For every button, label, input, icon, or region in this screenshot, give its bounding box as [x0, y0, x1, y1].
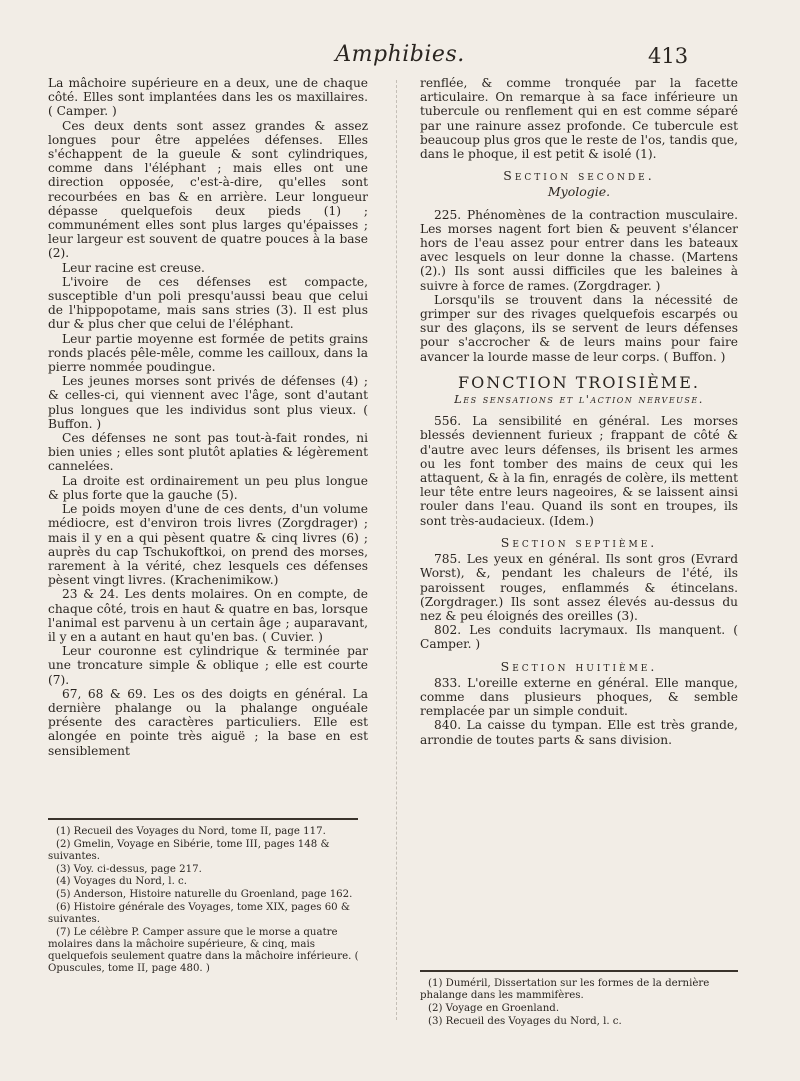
footnote-rule-left	[48, 818, 358, 820]
left-paragraph: 67, 68 & 69. Les os des doigts en général. La dernière phalange ou la phalange onguéale présente des caractères particuliers. Elle est alongée en pointe très aiguë ; la base en est sensiblement	[48, 686, 368, 758]
left-paragraph: La droite est ordinairement un peu plus longue & plus forte que la gauche (5).	[48, 473, 368, 502]
left-paragraph: Leur couronne est cylindrique & terminée par une troncature simple & oblique ; elle est courte (7).	[48, 644, 368, 687]
footnotes-left	[48, 826, 366, 976]
column-gutter	[396, 80, 398, 1020]
footnotes-right	[420, 978, 738, 1028]
left-paragraph: Ces défenses ne sont pas tout-à-fait rondes, ni bien unies ; elles sont plutôt aplaties & légèrement cannelées.	[48, 431, 368, 474]
running-title: Amphibies.	[335, 42, 465, 67]
left-paragraph: La mâchoire supérieure en a deux, une de chaque côté. Elles sont implantées dans les os maxillaires. ( Camper. )	[48, 76, 368, 119]
footnote: (7) Le célèbre P. Camper assure que le morse a quatre molaires dans la mâchoire supérieure, & cinq, mais quelquefois seulement quatre dans la mâchoire inférieure. ( Opuscules, tome II, page 480. )	[48, 926, 359, 975]
left-paragraph: L'ivoire de ces défenses est compacte, susceptible d'un poli presqu'aussi beau que celui de l'hippopotame, mais sans stries (3). Il est plus dur & plus cher que celui de l'éléphant.	[48, 274, 368, 332]
section-heading: Section seconde.	[503, 168, 655, 184]
right-paragraph: 802. Les conduits lacrymaux. Ils manquent. ( Camper. )	[420, 623, 738, 652]
footnote: (2) Gmelin, Voyage en Sibérie, tome III, pages 148 & suivantes.	[48, 838, 330, 862]
right-paragraph: 833. L'oreille externe en général. Elle manque, comme dans plusieurs phoques, & semble remplacée par un simple conduit.	[420, 675, 738, 719]
section-heading: Section huitième.	[500, 658, 658, 674]
right-paragraph: Lorsqu'ils se trouvent dans la nécessité de grimper sur des rivages quelquefois escarpés ou sur des glaçons, ils se servent de leurs défenses pour s'accrocher & de leurs mains pour faire avancer la lourde masse de leur corps. ( Buffon. )	[420, 292, 738, 364]
left-paragraph: Ces deux dents sont assez grandes & assez longues pour être appelées défenses. Elles s'échappent de la gueule & sont cylindriques, comme dans l'éléphant ; mais elles ont une direction opposée, c'est-à-dire, qu'elles sont recourbées en bas & en arrière. Leur longueur dépasse quelquefois deux pieds (1) ; communément elles sont plus larges qu'épaisses ; leur largeur est souvent de quatre pouces à la base (2).	[48, 118, 368, 261]
section-heading: Section septième.	[500, 534, 658, 550]
left-paragraph: Leur partie moyenne est formée de petits grains ronds placés pêle-mêle, comme les cailloux, dans la pierre nommée poudingue.	[48, 331, 368, 375]
footnote: (3) Recueil des Voyages du Nord, l. c.	[428, 1015, 622, 1027]
section-subheading: Myologie.	[547, 184, 611, 200]
left-paragraph: Les jeunes morses sont privés de défenses (4) ; & celles-ci, qui viennent avec l'âge, sont d'autant plus longues que les individus sont plus vieux. ( Buffon. )	[48, 374, 368, 431]
footnote: (4) Voyages du Nord, l. c.	[56, 876, 187, 888]
function-subheading: Les sensations et l'action nerveuse.	[454, 392, 704, 407]
left-paragraph: 23 & 24. Les dents molaires. On en compte, de chaque côté, trois en haut & quatre en bas, lorsque l'animal est parvenu à un certain âge ; auparavant, il y en a autant en haut qu'en bas. ( Cuvier. )	[48, 587, 368, 644]
footnote: (1) Recueil des Voyages du Nord, tome II, page 117.	[56, 826, 326, 837]
footnote: (1) Duméril, Dissertation sur les formes de la dernière phalange dans les mammifères.	[420, 978, 710, 1002]
function-heading: FONCTION TROISIÈME.	[458, 372, 700, 392]
left-paragraph: Leur racine est creuse.	[62, 260, 205, 275]
left-paragraph: Le poids moyen d'une de ces dents, d'un volume médiocre, est d'environ trois livres (Zorgdrager) ; mais il y en a qui pèsent quatre & cinq livres (6) ; auprès du cap Tschukoftkoi, on prend des morses, rarement à la vérité, chez lesquels ces défenses pèsent vingt livres. (Krachenimikow.)	[48, 502, 368, 588]
left-column	[48, 76, 368, 758]
right-paragraph: 556. La sensibilité en général. Les morses blessés deviennent furieux ; frappant de côté & d'autre avec leurs défenses, ils brisent les armes ou les font tomber des mains de ceux qui les attaquent, & à la fin, enragés de colère, ils mettent leur tête entre leurs nageoires, & se laissent ainsi rouler dans l'eau. Quand ils sont en troupes, ils sont très-audacieux. (Idem.)	[420, 414, 738, 528]
page-number: 413	[648, 44, 689, 68]
footnote: (3) Voy. ci-dessus, page 217.	[56, 863, 202, 875]
footnote: (5) Anderson, Histoire naturelle du Groenland, page 162.	[56, 889, 353, 901]
right-paragraph: 785. Les yeux en général. Ils sont gros (Evrard Worst), &, pendant les chaleurs de l'été, ils paroissent rouges, enflammés & étincelans. (Zorgdrager.) Ils sont assez élevés au-dessus du nez & peu éloignés des oreilles (3).	[420, 552, 738, 623]
footnote-rule-right	[420, 970, 738, 972]
right-paragraph: 225. Phénomènes de la contraction musculaire. Les morses nagent fort bien & peuvent s'élancer hors de l'eau assez pour entrer dans les bateaux avec lesquels on leur donne la chasse. (Martens (2).) Ils sont aussi difficiles que les baleines à suivre à force de rames. (Zorgdrager. )	[420, 207, 738, 293]
right-paragraph: 840. La caisse du tympan. Elle est très grande, arrondie de toutes parts & sans division.	[420, 718, 738, 747]
right-column	[420, 76, 738, 747]
footnote: (6) Histoire générale des Voyages, tome XIX, pages 60 & suivantes.	[48, 901, 350, 925]
footnote: (2) Voyage en Groenland.	[428, 1002, 560, 1014]
right-paragraph: renflée, & comme tronquée par la facette articulaire. On remarque à sa face inférieure un tubercule ou renflement qui en est comme séparé par une rainure assez profonde. Ce tubercule est beaucoup plus gros que le reste de l'os, tandis que, dans le phoque, il est petit & isolé (1).	[420, 76, 738, 162]
